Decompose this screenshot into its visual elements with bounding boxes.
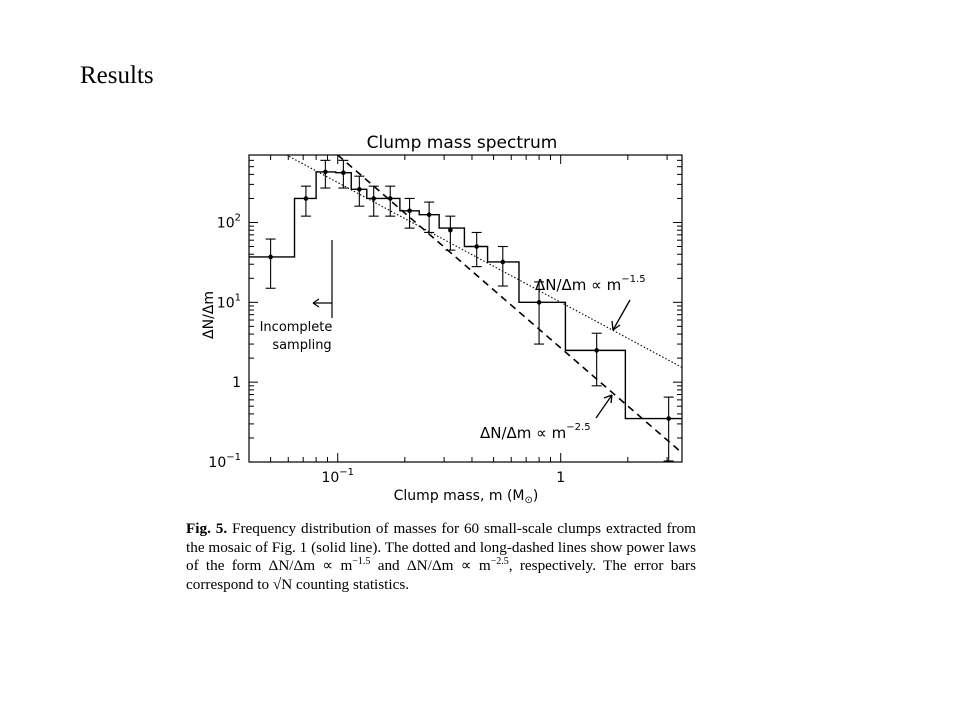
law1-arrow — [613, 300, 630, 330]
law2-exponent: −2.5 — [566, 422, 591, 433]
caption-label: Fig. 5. — [186, 520, 228, 537]
data-point — [320, 160, 330, 188]
y-tick-label — [232, 375, 241, 391]
data-point — [592, 333, 602, 386]
data-point — [445, 216, 455, 250]
law1-text: ΔN/Δm ∝ m — [535, 276, 622, 294]
point-marker — [304, 196, 309, 201]
y-axis-label: ΔN/Δm — [201, 291, 217, 339]
annotation-incomplete: Incomplete — [259, 320, 333, 335]
y-tick-label-base: 10 — [208, 455, 227, 471]
point-marker — [448, 228, 453, 233]
slide-title: Results — [80, 62, 154, 89]
law2-text: ΔN/Δm ∝ m — [480, 424, 567, 442]
y-tick-label — [217, 212, 241, 231]
point-marker — [666, 416, 671, 421]
caption-text-3: , respectively. The error bars correspond to — [186, 557, 696, 593]
point-marker — [357, 187, 362, 192]
plot-frame — [249, 155, 682, 462]
law1-exponent: −1.5 — [621, 274, 646, 285]
data-point — [369, 186, 379, 216]
data-points — [266, 160, 674, 461]
x-tick-label — [321, 467, 354, 486]
caption-text-4: counting statistics. — [292, 575, 410, 593]
x-tick-label-base: 10 — [321, 470, 340, 486]
annotation-sampling: sampling — [272, 338, 332, 353]
chart-title: Clump mass spectrum — [366, 133, 558, 153]
data-point — [385, 186, 395, 216]
y-tick-label — [208, 452, 241, 471]
data-point — [338, 160, 348, 188]
point-marker — [537, 300, 542, 305]
data-point — [424, 202, 434, 232]
data-point — [266, 239, 276, 288]
y-tick-label-base: 10 — [216, 295, 235, 312]
caption-exp-1: −1.5 — [352, 555, 371, 567]
point-marker — [407, 209, 412, 214]
plot-axes — [249, 155, 682, 462]
x-tick-label-exp: −1 — [339, 467, 355, 478]
point-marker — [371, 196, 376, 201]
point-marker — [501, 260, 506, 265]
caption-math-2: ΔN/Δm ∝ m — [406, 557, 491, 574]
y-tick-label-base: 10 — [216, 215, 235, 232]
x-tick-label — [556, 470, 565, 486]
y-tick-label-exp: −1 — [226, 452, 241, 463]
annotation-power-law-1.5 — [535, 274, 646, 294]
point-marker — [388, 196, 393, 201]
point-marker — [594, 348, 599, 353]
data-point — [354, 176, 364, 206]
law2-arrow — [596, 395, 612, 418]
data-point — [301, 186, 311, 216]
histogram-line — [249, 172, 682, 419]
data-point — [472, 232, 482, 266]
figure-caption — [186, 520, 696, 594]
caption-exp-2: −2.5 — [490, 555, 509, 567]
x-tick-label-base: 1 — [556, 470, 566, 486]
y-tick-label — [217, 292, 241, 311]
y-tick-label-exp: 2 — [234, 212, 241, 224]
point-marker — [268, 255, 273, 260]
data-point — [664, 397, 674, 461]
caption-math-3: √N — [272, 575, 293, 593]
point-marker — [427, 212, 432, 217]
x-axis-label — [394, 488, 539, 506]
caption-text-1: Frequency distribution of masses for 60 small-scale clumps extracted from the mosaic of Fig. 1 (solid line). The dotted and long-dashed lines show power laws of the form — [186, 520, 696, 574]
x-axis-label-text: Clump mass, m (M — [393, 488, 525, 504]
point-marker — [341, 170, 346, 175]
x-axis-label-close: ) — [532, 488, 539, 504]
point-marker — [323, 170, 328, 175]
data-point — [498, 247, 508, 287]
caption-text-2: and — [370, 557, 407, 574]
y-tick-label-exp: 1 — [234, 292, 241, 304]
solar-mass-symbol: ⊙ — [524, 495, 533, 506]
caption-math-1: ΔN/Δm ∝ m — [268, 557, 353, 574]
annotation-power-law-2.5 — [480, 422, 591, 442]
y-tick-label-base: 1 — [232, 375, 241, 392]
point-marker — [474, 244, 479, 249]
